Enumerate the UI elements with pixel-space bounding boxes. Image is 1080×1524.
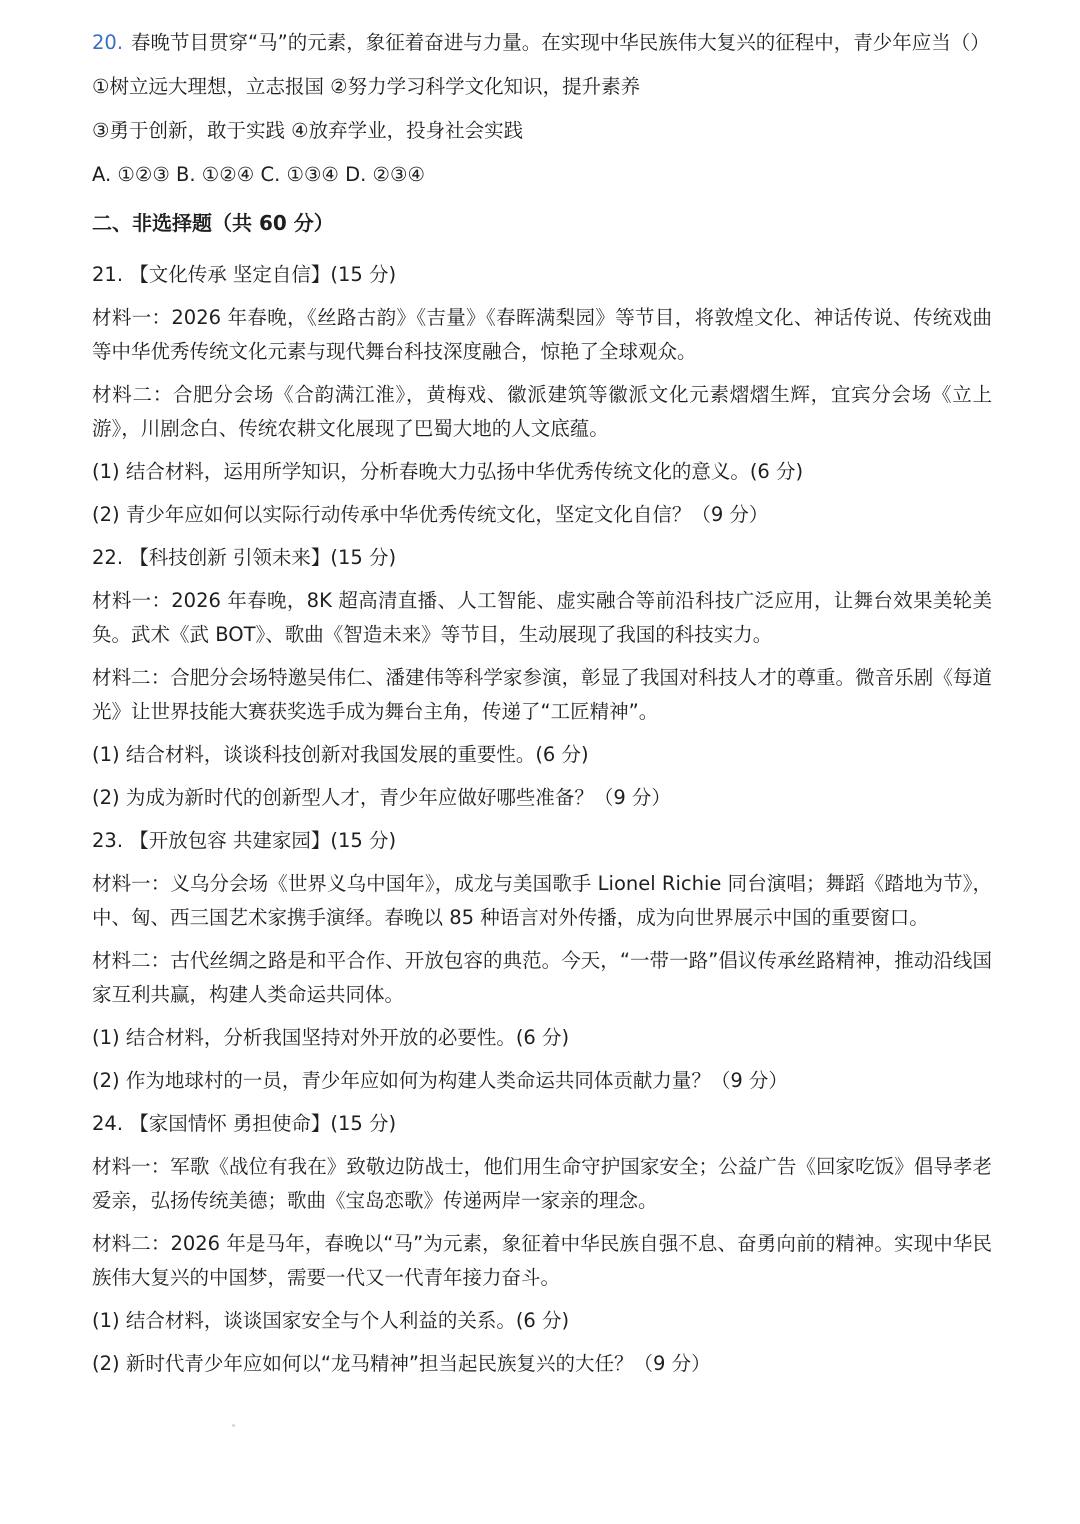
sub-question-1: (1) 结合材料，谈谈科技创新对我国发展的重要性。(6 分) (92, 743, 589, 766)
material-two: 材料二：2026 年是马年，春晚以“马”为元素，象征着中华民族自强不息、奋勇向前的精神。实现中华民族伟大复兴的中国梦，需要一代又一代青年接力奋斗。 (92, 1232, 992, 1289)
question-20-choices: A. ①②③ B. ①②④ C. ①③④ D. ②③④ (92, 163, 425, 186)
question-head: 21. 【文化传承 坚定自信】(15 分) (92, 263, 397, 286)
question-20-text: 春晚节目贯穿“马”的元素，象征着奋进与力量。在实现中华民族伟大复兴的征程中，青少年应当（） (131, 31, 990, 54)
material-one: 材料一：军歌《战位有我在》致敬边防战士，他们用生命守护国家安全；公益广告《回家吃饭》倡导孝老爱亲，弘扬传统美德；歌曲《宝岛恋歌》传递两岸一家亲的理念。 (92, 1155, 992, 1212)
material-two: 材料二：合肥分会场《合韵满江淮》，黄梅戏、徽派建筑等徽派文化元素熠熠生辉，宜宾分会场《立上游》，川剧念白、传统农耕文化展现了巴蜀大地的人文底蕴。 (92, 383, 992, 440)
sub-question-2: (2) 作为地球村的一员，青少年应如何为构建人类命运共同体贡献力量？（9 分） (92, 1069, 788, 1092)
material-one: 材料一：2026 年春晚，8K 超高清直播、人工智能、虚实融合等前沿科技广泛应用，让舞台效果美轮美奂。武术《武 BOT》、歌曲《智造未来》等节目，生动展现了我国的科技实力。 (92, 589, 992, 646)
question-20-options-line-2: ③勇于创新，敢于实践 ④放弃学业，投身社会实践 (92, 119, 524, 142)
material-two: 材料二：古代丝绸之路是和平合作、开放包容的典范。今天，“一带一路”倡议传承丝路精神，推动沿线国家互利共赢，构建人类命运共同体。 (92, 949, 992, 1006)
material-one: 材料一：义乌分会场《世界义乌中国年》，成龙与美国歌手 Lionel Richie 同台演唱；舞蹈《踏地为节》，中、匈、西三国艺术家携手演绎。春晚以 85 种语言对外传播，成为向世界展示中国的重要窗口。 (92, 872, 992, 929)
question-23 (92, 824, 992, 1098)
question-head: 22. 【科技创新 引领未来】(15 分) (92, 546, 397, 569)
question-20-number: 20. (92, 31, 124, 54)
question-20-stem (92, 26, 992, 60)
sub-question-1: (1) 结合材料，运用所学知识，分析春晚大力弘扬中华优秀传统文化的意义。(6 分) (92, 460, 804, 483)
question-head: 23. 【开放包容 共建家园】(15 分) (92, 829, 397, 852)
sub-question-2: (2) 新时代青少年应如何以“龙马精神”担当起民族复兴的大任？（9 分） (92, 1352, 711, 1375)
question-head: 24. 【家国情怀 勇担使命】(15 分) (92, 1112, 397, 1135)
material-one: 材料一：2026 年春晚，《丝路古韵》《吉量》《春晖满梨园》等节目，将敦煌文化、神话传说、传统戏曲等中华优秀传统文化元素与现代舞台科技深度融合，惊艳了全球观众。 (92, 306, 992, 363)
sub-question-2: (2) 青少年应如何以实际行动传承中华优秀传统文化，坚定文化自信？（9 分） (92, 503, 769, 526)
question-22 (92, 541, 992, 815)
exam-page (92, 26, 992, 1390)
question-21 (92, 258, 992, 532)
material-two: 材料二：合肥分会场特邀吴伟仁、潘建伟等科学家参演，彰显了我国对科技人才的尊重。微音乐剧《每道光》让世界技能大赛获奖选手成为舞台主角，传递了“工匠精神”。 (92, 666, 992, 723)
question-24 (92, 1107, 992, 1381)
sub-question-1: (1) 结合材料，分析我国坚持对外开放的必要性。(6 分) (92, 1026, 570, 1049)
sub-question-2: (2) 为成为新时代的创新型人才，青少年应做好哪些准备？（9 分） (92, 786, 671, 809)
section-title: 二、非选择题（共 60 分） (92, 211, 334, 235)
sub-question-1: (1) 结合材料，谈谈国家安全与个人利益的关系。(6 分) (92, 1309, 570, 1332)
scan-speck (232, 1424, 235, 1427)
question-20-options-line-1: ①树立远大理想，立志报国 ②努力学习科学文化知识，提升素养 (92, 75, 641, 98)
